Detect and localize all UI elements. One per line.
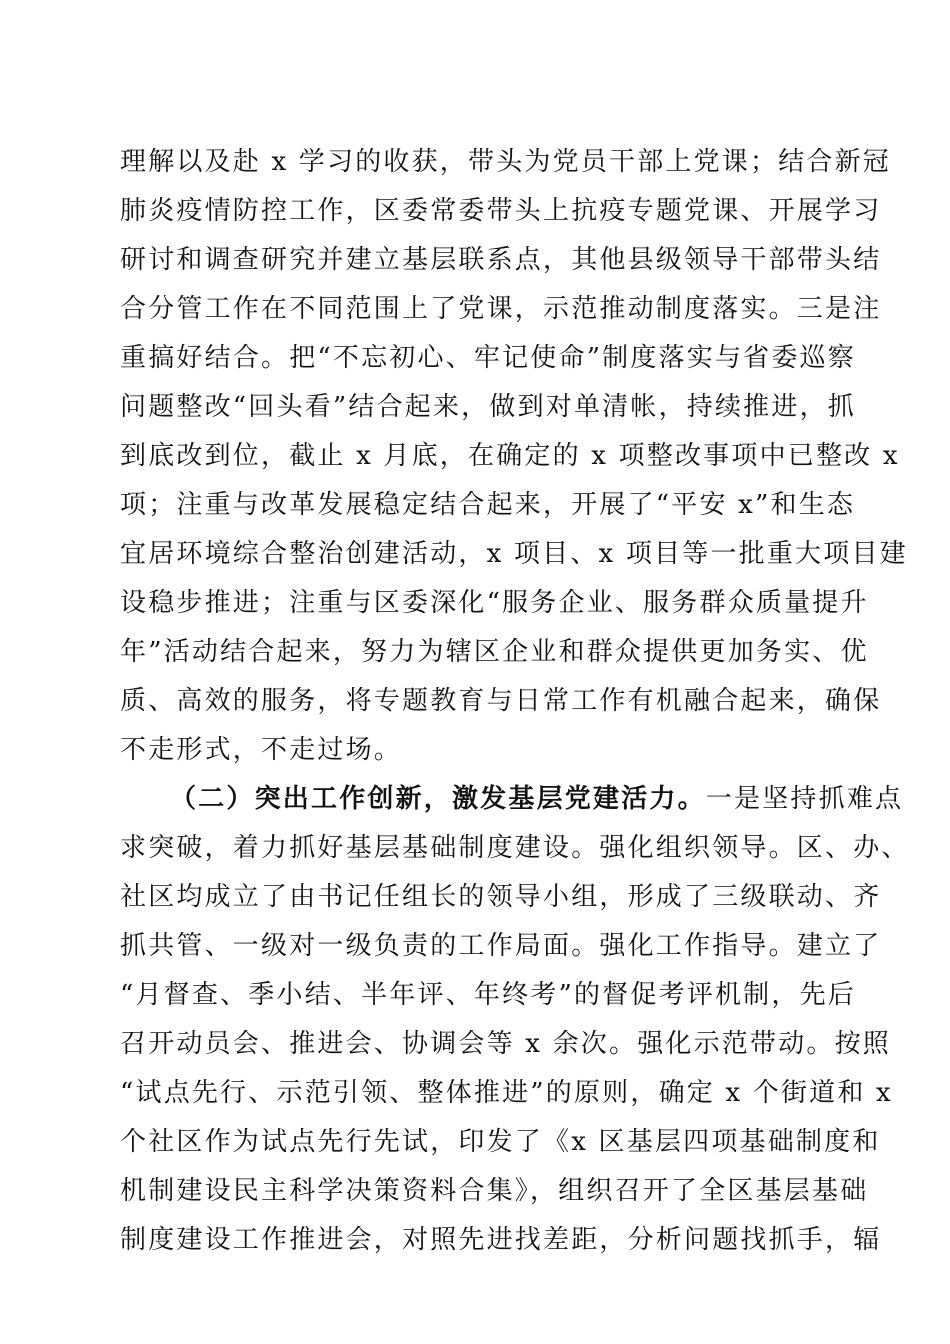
paragraph-line: 抓共管、一级对一级负责的工作局面。强化工作指导。建立了 <box>120 931 882 961</box>
paragraph-line: “月督查、季小结、半年评、年终考”的督促考评机制，先后 <box>120 980 856 1010</box>
paragraph-line: 质、高效的服务，将专题教育与日常工作有机融合起来，确保 <box>120 686 882 716</box>
paragraph-line: 合分管工作在不同范围上了党课，示范推动制度落实。三是注 <box>120 294 882 324</box>
paragraph-line: “试点先行、示范引领、整体推进”的原则，确定 x 个街道和 x <box>120 1078 893 1108</box>
paragraph-line: 召开动员会、推进会、协调会等 x 余次。强化示范带动。按照 <box>120 1029 891 1059</box>
paragraph-line: 重搞好结合。把“不忘初心、牢记使命”制度落实与省委巡察 <box>120 343 856 373</box>
paragraph-line: 研讨和调查研究并建立基层联系点，其他县级领导干部带头结 <box>120 245 882 275</box>
paragraph-line: 个社区作为试点先行先试，印发了《x 区基层四项基础制度和 <box>120 1127 881 1157</box>
paragraph-line: 项；注重与改革发展稳定结合起来，开展了“平安 x”和生态 <box>120 490 856 520</box>
paragraph-line: 到底改到位，截止 x 月底，在确定的 x 项整改事项中已整改 x <box>120 441 900 471</box>
section-heading-line <box>170 779 904 819</box>
paragraph-line: 机制建设民主科学决策资料合集》，组织召开了全区基层基础 <box>120 1176 869 1206</box>
paragraph-line: 设稳步推进；注重与区委深化“服务企业、服务群众质量提升 <box>120 588 869 618</box>
section-text: 一是坚持抓难点 <box>705 784 904 814</box>
paragraph-line: 理解以及赴 x 学习的收获，带头为党员干部上党课；结合新冠 <box>120 147 891 177</box>
paragraph-line: 社区均成立了由书记任组长的领导小组，形成了三级联动、齐 <box>120 882 882 912</box>
paragraph-line: 不走形式，不走过场。 <box>120 735 403 765</box>
paragraph-line: 年”活动结合起来，努力为辖区企业和群众提供更加务实、优 <box>120 637 869 667</box>
paragraph-line: 宜居环境综合整治创建活动，x 项目、x 项目等一批重大项目建 <box>120 539 908 569</box>
section-heading: （二）突出工作创新，激发基层党建活力。 <box>170 784 706 814</box>
paragraph-line: 制度建设工作推进会，对照先进找差距，分析问题找抓手，辐 <box>120 1225 882 1255</box>
paragraph-line: 求突破，着力抓好基层基础制度建设。强化组织领导。区、办、 <box>120 833 910 863</box>
paragraph-line: 问题整改“回头看”结合起来，做到对单清帐，持续推进，抓 <box>120 392 856 422</box>
paragraph-line: 肺炎疫情防控工作，区委常委带头上抗疫专题党课、开展学习 <box>120 196 882 226</box>
